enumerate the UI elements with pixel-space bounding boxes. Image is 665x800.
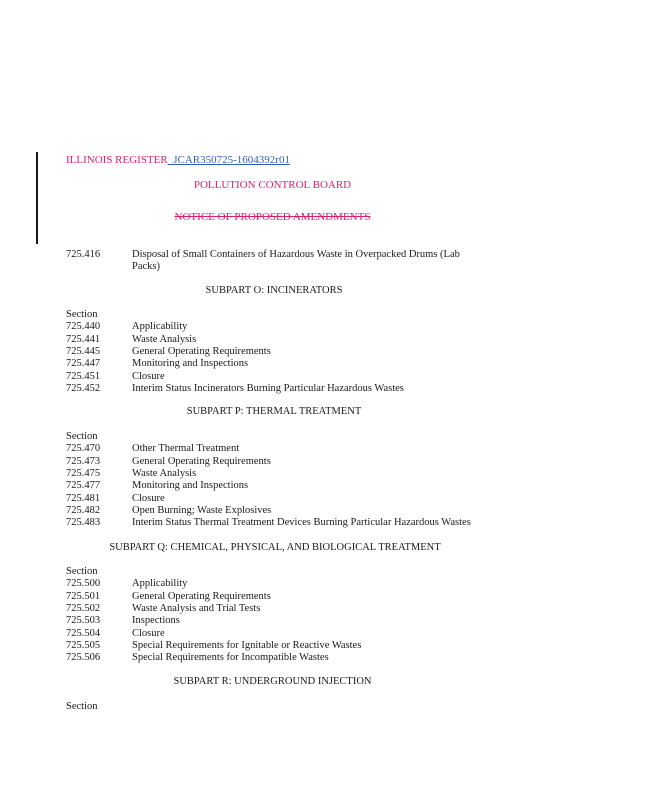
section-title: Monitoring and Inspections xyxy=(132,358,249,369)
section-title: General Operating Requirements xyxy=(132,455,271,467)
section-entry xyxy=(66,578,482,590)
section-entry xyxy=(66,505,482,517)
section-number: 725.506 xyxy=(66,652,101,663)
register-header xyxy=(66,154,290,166)
section-title: Waste Analysis xyxy=(132,333,197,345)
section-number: 725.441 xyxy=(66,333,101,345)
notice-title: NOTICE OF PROPOSED AMENDMENTS xyxy=(174,211,371,223)
section-entry xyxy=(66,628,482,640)
subpart-heading: SUBPART Q: CHEMICAL, PHYSICAL, AND BIOLOGICAL TREATMENT xyxy=(109,542,441,553)
section-title: Closure xyxy=(132,492,165,504)
section-label: Section xyxy=(66,701,98,712)
section-title: Inspections xyxy=(132,615,180,626)
board-title: POLLUTION CONTROL BOARD xyxy=(193,179,352,191)
section-entry xyxy=(66,358,482,370)
section-number: 725.477 xyxy=(66,480,101,491)
section-entry xyxy=(66,383,404,395)
section-number: 725.416 xyxy=(66,249,101,260)
section-entry xyxy=(66,334,482,346)
section-number: 725.475 xyxy=(66,468,101,479)
section-label: Section xyxy=(66,431,98,442)
section-entry xyxy=(66,517,471,529)
section-entry xyxy=(66,321,482,333)
section-number: 725.440 xyxy=(66,321,101,332)
subpart-heading: SUBPART O: INCINERATORS xyxy=(205,285,343,296)
section-entry xyxy=(66,346,482,358)
section-label: Section xyxy=(66,309,98,320)
section-number: 725.501 xyxy=(66,590,101,602)
section-title: Interim Status Thermal Treatment Devices Burning Particular Hazardous Wastes xyxy=(132,517,471,528)
section-entry xyxy=(66,493,482,505)
section-number: 725.452 xyxy=(66,383,101,394)
section-title: Applicability xyxy=(132,578,188,589)
section-entry xyxy=(66,249,482,274)
section-number: 725.481 xyxy=(66,492,101,504)
section-entry xyxy=(66,615,482,627)
section-title: General Operating Requirements xyxy=(132,590,271,602)
section-title: Special Requirements for Ignitable or Reactive Wastes xyxy=(132,640,362,651)
section-number: 725.505 xyxy=(66,640,101,651)
section-number: 725.503 xyxy=(66,615,101,626)
section-entry xyxy=(66,456,482,468)
section-entry xyxy=(66,371,482,383)
section-title: Open Burning; Waste Explosives xyxy=(132,505,272,516)
section-number: 725.502 xyxy=(66,603,101,614)
section-title: Waste Analysis xyxy=(132,468,197,479)
section-title: Monitoring and Inspections xyxy=(132,480,249,491)
register-code-link[interactable]: _JCAR350725-1604392r01 xyxy=(167,154,290,166)
section-title: Disposal of Small Containers of Hazardous Waste in Overpacked Drums (Lab Packs) xyxy=(132,249,460,273)
section-number: 725.445 xyxy=(66,346,101,357)
section-label: Section xyxy=(66,566,98,577)
section-title: Special Requirements for Incompatible Wastes xyxy=(132,652,329,663)
section-entry xyxy=(66,591,482,603)
section-number: 725.482 xyxy=(66,505,101,516)
section-title: Waste Analysis and Trial Tests xyxy=(132,603,261,614)
section-number: 725.470 xyxy=(66,443,101,454)
register-title: ILLINOIS REGISTER xyxy=(66,154,168,166)
section-title: Closure xyxy=(132,370,165,382)
section-entry xyxy=(66,468,482,480)
revision-change-bar xyxy=(36,152,38,244)
section-title: Applicability xyxy=(132,321,188,332)
section-number: 725.451 xyxy=(66,370,101,382)
section-number: 725.504 xyxy=(66,627,101,639)
section-title: Other Thermal Treatment xyxy=(132,443,240,454)
section-entry xyxy=(66,443,482,455)
subpart-heading: SUBPART R: UNDERGROUND INJECTION xyxy=(173,676,372,687)
section-title: General Operating Requirements xyxy=(132,346,271,357)
section-entry xyxy=(66,652,482,664)
section-entry xyxy=(66,480,482,492)
section-number: 725.483 xyxy=(66,517,101,528)
section-number: 725.447 xyxy=(66,358,101,369)
section-entry xyxy=(66,640,482,652)
section-number: 725.473 xyxy=(66,455,101,467)
section-entry xyxy=(66,603,482,615)
section-title: Closure xyxy=(132,627,165,639)
subpart-heading: SUBPART P: THERMAL TREATMENT xyxy=(186,406,362,417)
section-title: Interim Status Incinerators Burning Particular Hazardous Wastes xyxy=(132,383,404,394)
section-number: 725.500 xyxy=(66,578,101,589)
